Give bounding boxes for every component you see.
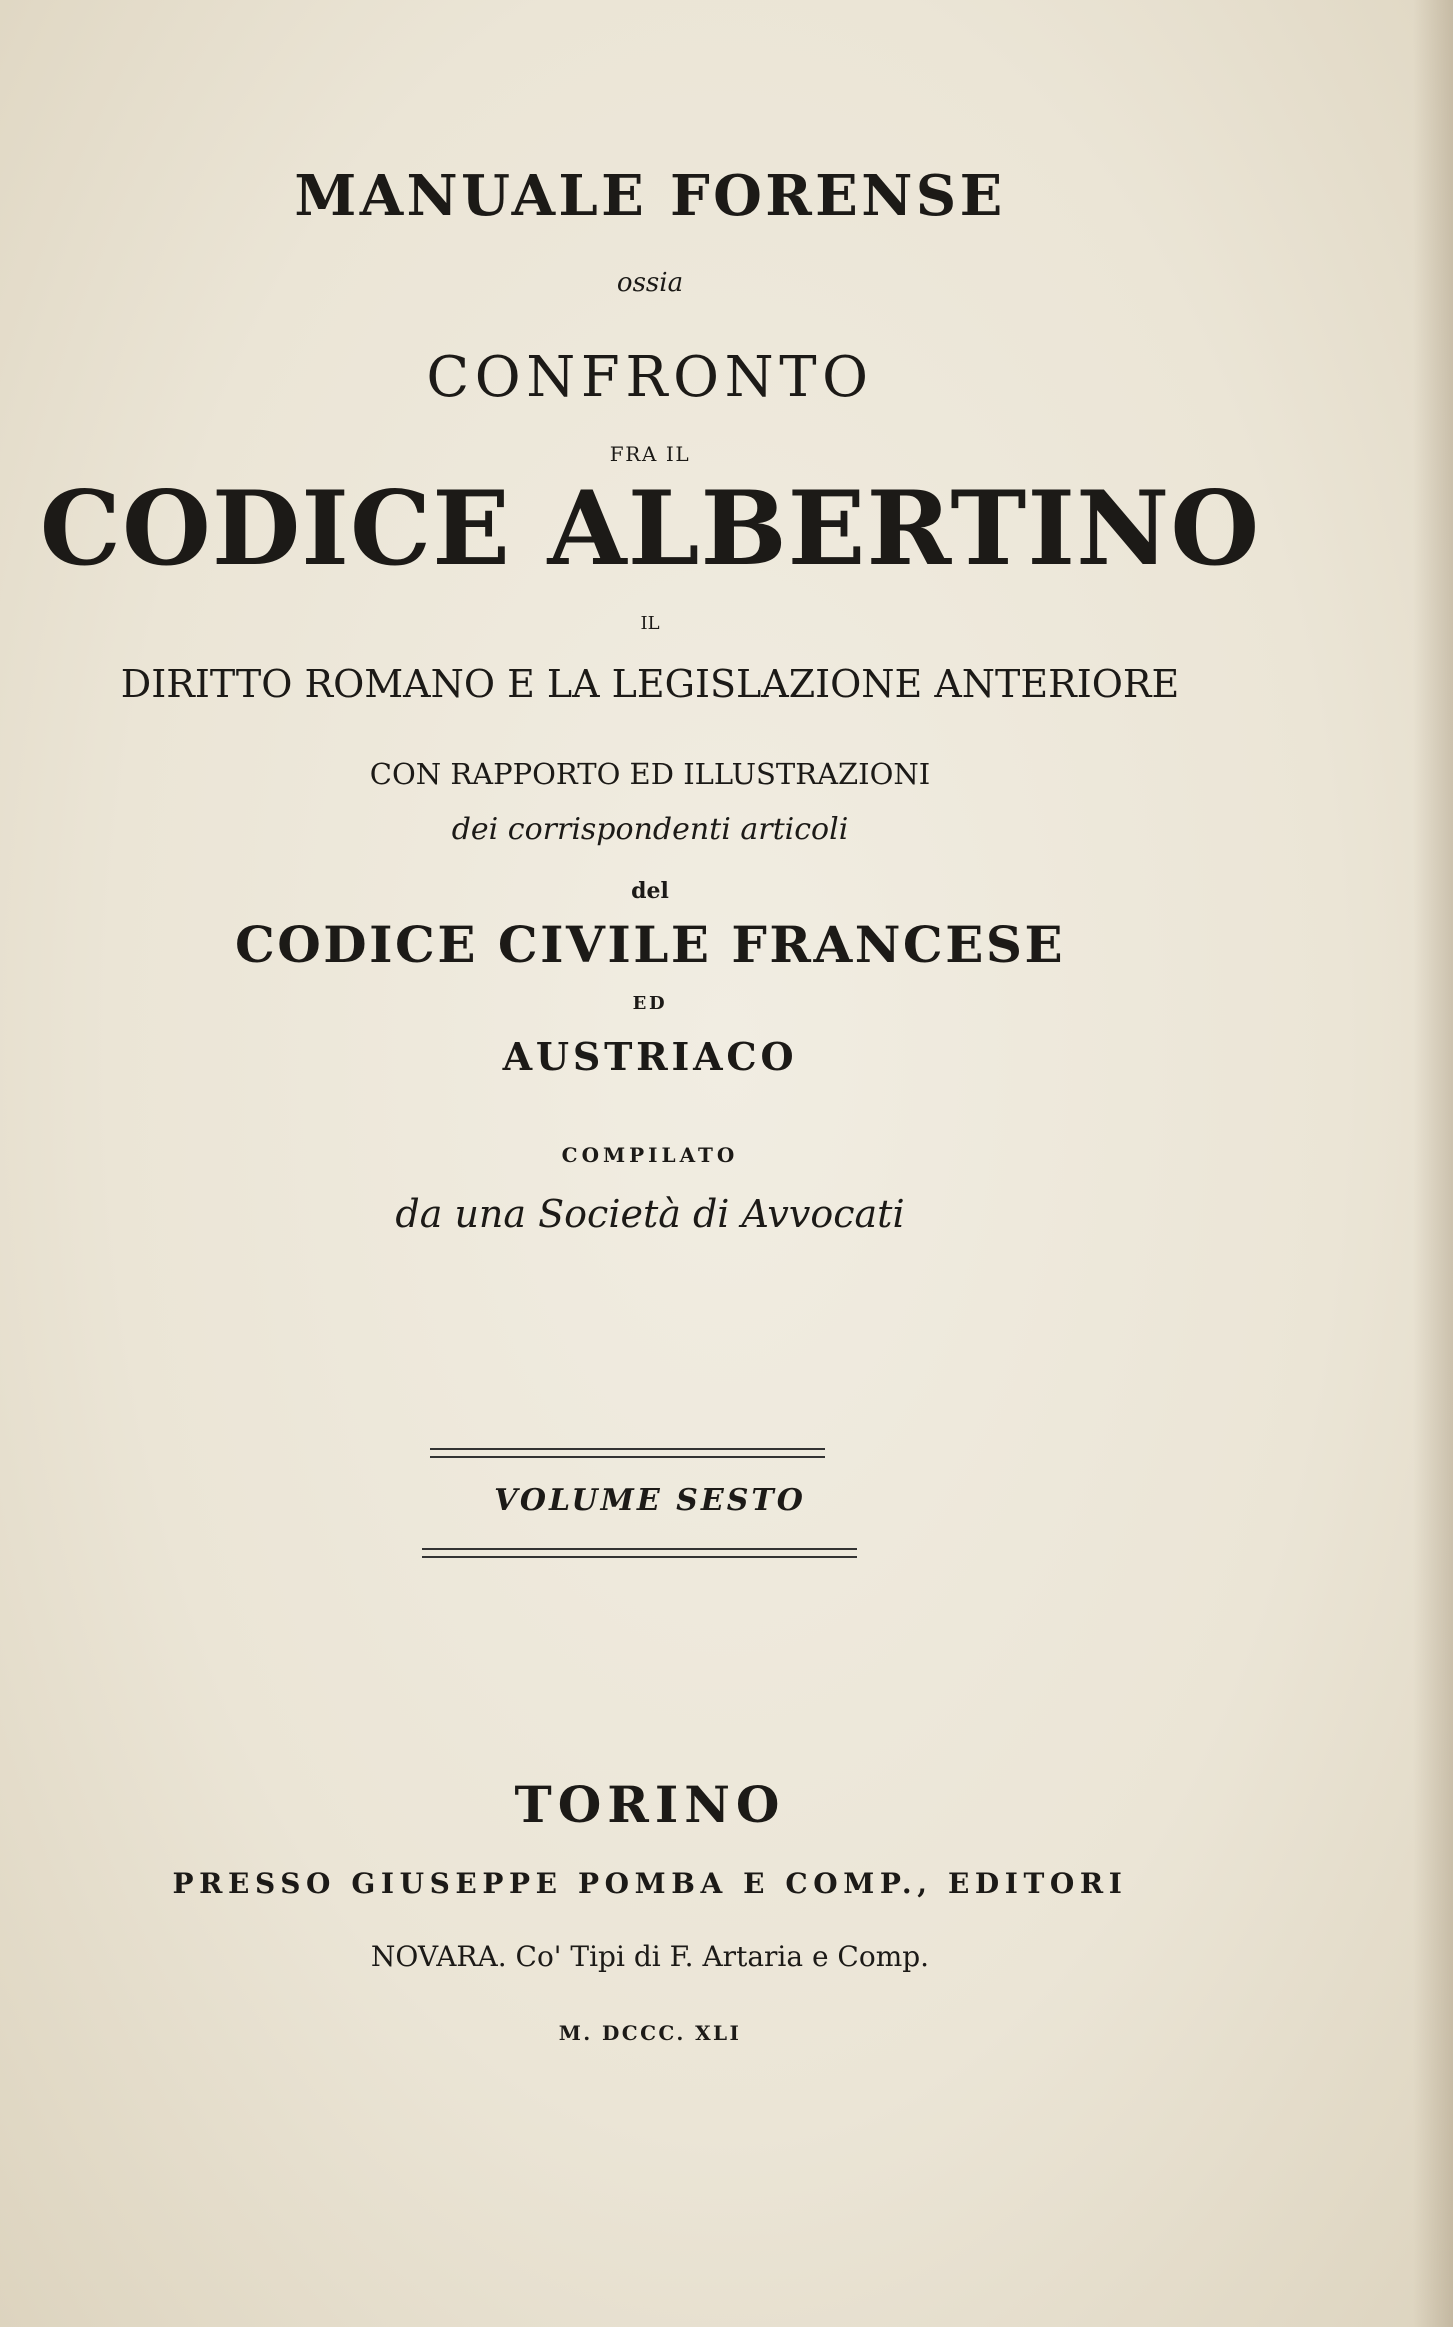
ossia: ossia (616, 268, 684, 298)
del: del (631, 878, 669, 904)
dei-corrispondenti: dei corrispondenti articoli (451, 812, 849, 847)
date: M. DCCC. XLI (558, 2021, 742, 2045)
confronto: CONFRONTO (426, 345, 874, 410)
publisher: PRESSO GIUSEPPE POMBA E COMP., EDITORI (172, 1867, 1128, 1900)
fra-il: FRA IL (609, 442, 691, 466)
rule-bottom (422, 1548, 857, 1558)
ed: ED (632, 993, 668, 1014)
con-rapporto: CON RAPPORTO ED ILLUSTRAZIONI (369, 757, 931, 791)
rule-top (430, 1448, 825, 1458)
volume: VOLUME SESTO (494, 1483, 806, 1518)
codice-albertino: CODICE ALBERTINO (39, 469, 1261, 589)
title: MANUALE FORENSE (294, 163, 1006, 229)
printer: NOVARA. Co' Tipi di F. Artaria e Comp. (370, 1940, 930, 1973)
il: IL (640, 613, 660, 634)
city: TORINO (514, 1775, 786, 1834)
compilato: COMPILATO (561, 1143, 739, 1167)
page-edge-shadow (1413, 0, 1453, 2327)
diritto: DIRITTO ROMANO E LA LEGISLAZIONE ANTERIORE (120, 662, 1180, 706)
codice-civile: CODICE CIVILE FRANCESE (234, 915, 1066, 974)
da-una-societa: da una Società di Avvocati (395, 1192, 905, 1236)
austriaco: AUSTRIACO (502, 1034, 798, 1079)
